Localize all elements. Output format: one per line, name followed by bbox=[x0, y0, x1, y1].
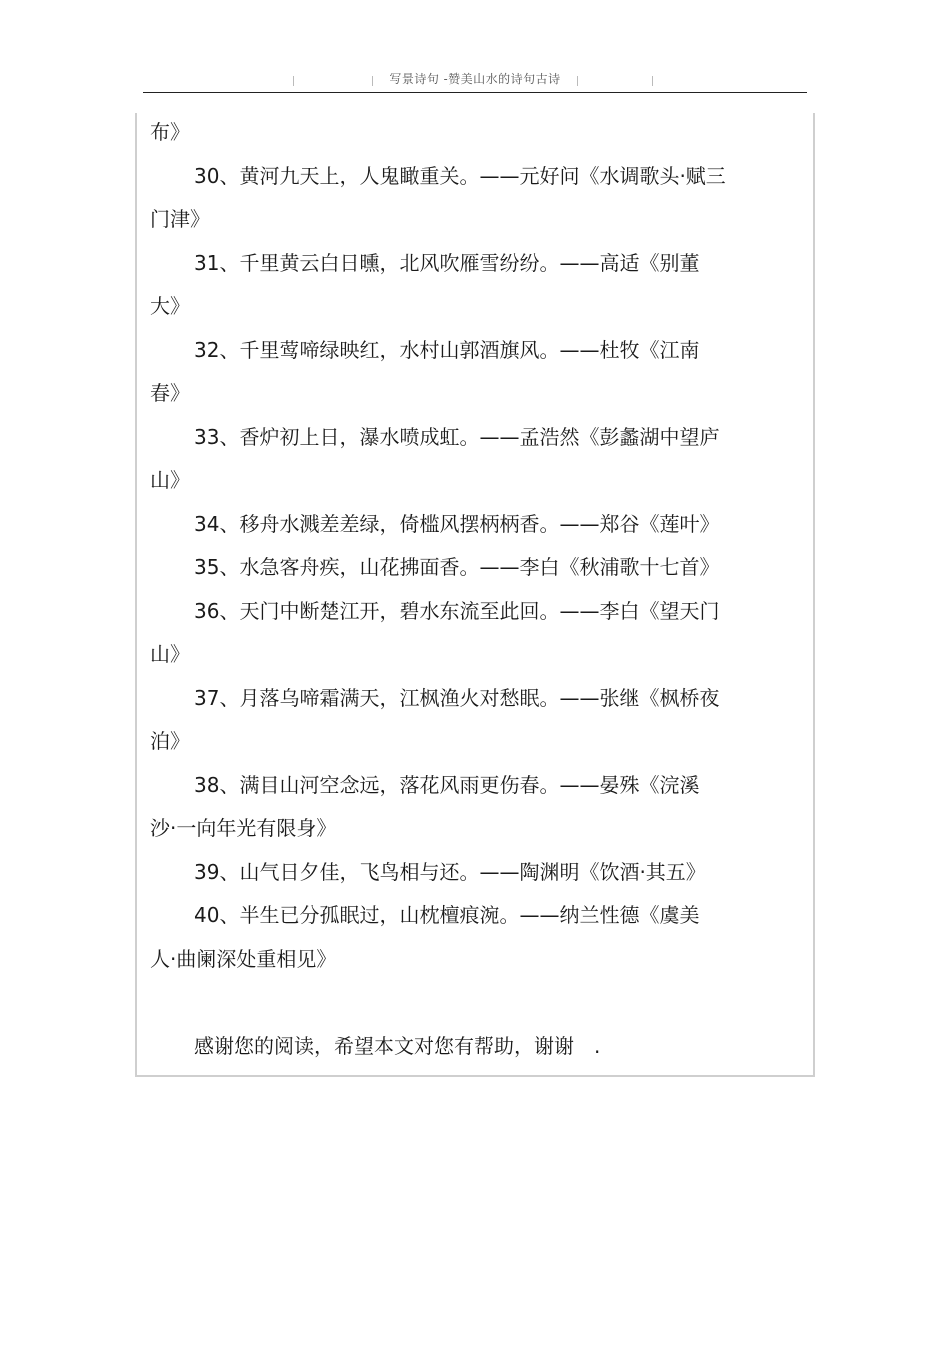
poem-line: 山》 bbox=[150, 468, 190, 492]
poem-line: 39、山气日夕佳，飞鸟相与还。——陶渊明《饮酒·其五》 bbox=[194, 860, 706, 884]
poem-line: 山》 bbox=[150, 642, 190, 666]
poem-line: 34、移舟水溅差差绿，倚槛风摆柄柄香。——郑谷《莲叶》 bbox=[194, 512, 720, 536]
poem-line: 40、半生已分孤眠过，山枕檀痕涴。——纳兰性德《虞美 bbox=[194, 903, 700, 927]
poem-line: 36、天门中断楚江开，碧水东流至此回。——李白《望天门 bbox=[194, 599, 720, 623]
poem-line: 35、水急客舟疾，山花拂面香。——李白《秋浦歌十七首》 bbox=[194, 555, 720, 579]
poem-line: 32、千里莺啼绿映红，水村山郭酒旗风。——杜牧《江南 bbox=[194, 338, 700, 362]
poem-line: 30、黄河九天上，人鬼瞰重关。——元好问《水调歌头·赋三 bbox=[194, 164, 726, 188]
poem-line: 布》 bbox=[150, 120, 190, 144]
poem-line: 门津》 bbox=[150, 207, 210, 231]
poem-line: 泊》 bbox=[150, 729, 190, 753]
poem-line: 31、千里黄云白日曛，北风吹雁雪纷纷。——高适《别董 bbox=[194, 251, 700, 275]
poem-line: 37、月落乌啼霜满天，江枫渔火对愁眠。——张继《枫桥夜 bbox=[194, 686, 720, 710]
poem-line: 33、香炉初上日，瀑水喷成虹。——孟浩然《彭蠡湖中望庐 bbox=[194, 425, 720, 449]
header-title: 写景诗句 -赞美山水的诗句古诗 bbox=[389, 72, 561, 86]
page-header bbox=[143, 64, 807, 93]
poem-line: 大》 bbox=[150, 294, 190, 318]
poem-line: 38、满目山河空念远，落花风雨更伤春。——晏殊《浣溪 bbox=[194, 773, 700, 797]
closing-note: 感谢您的阅读，希望本文对您有帮助，谢谢 . bbox=[194, 1034, 601, 1058]
poem-line: 春》 bbox=[150, 381, 190, 405]
poem-line: 沙·一向年光有限身》 bbox=[150, 816, 337, 840]
poem-line: 人·曲阑深处重相见》 bbox=[150, 947, 337, 971]
